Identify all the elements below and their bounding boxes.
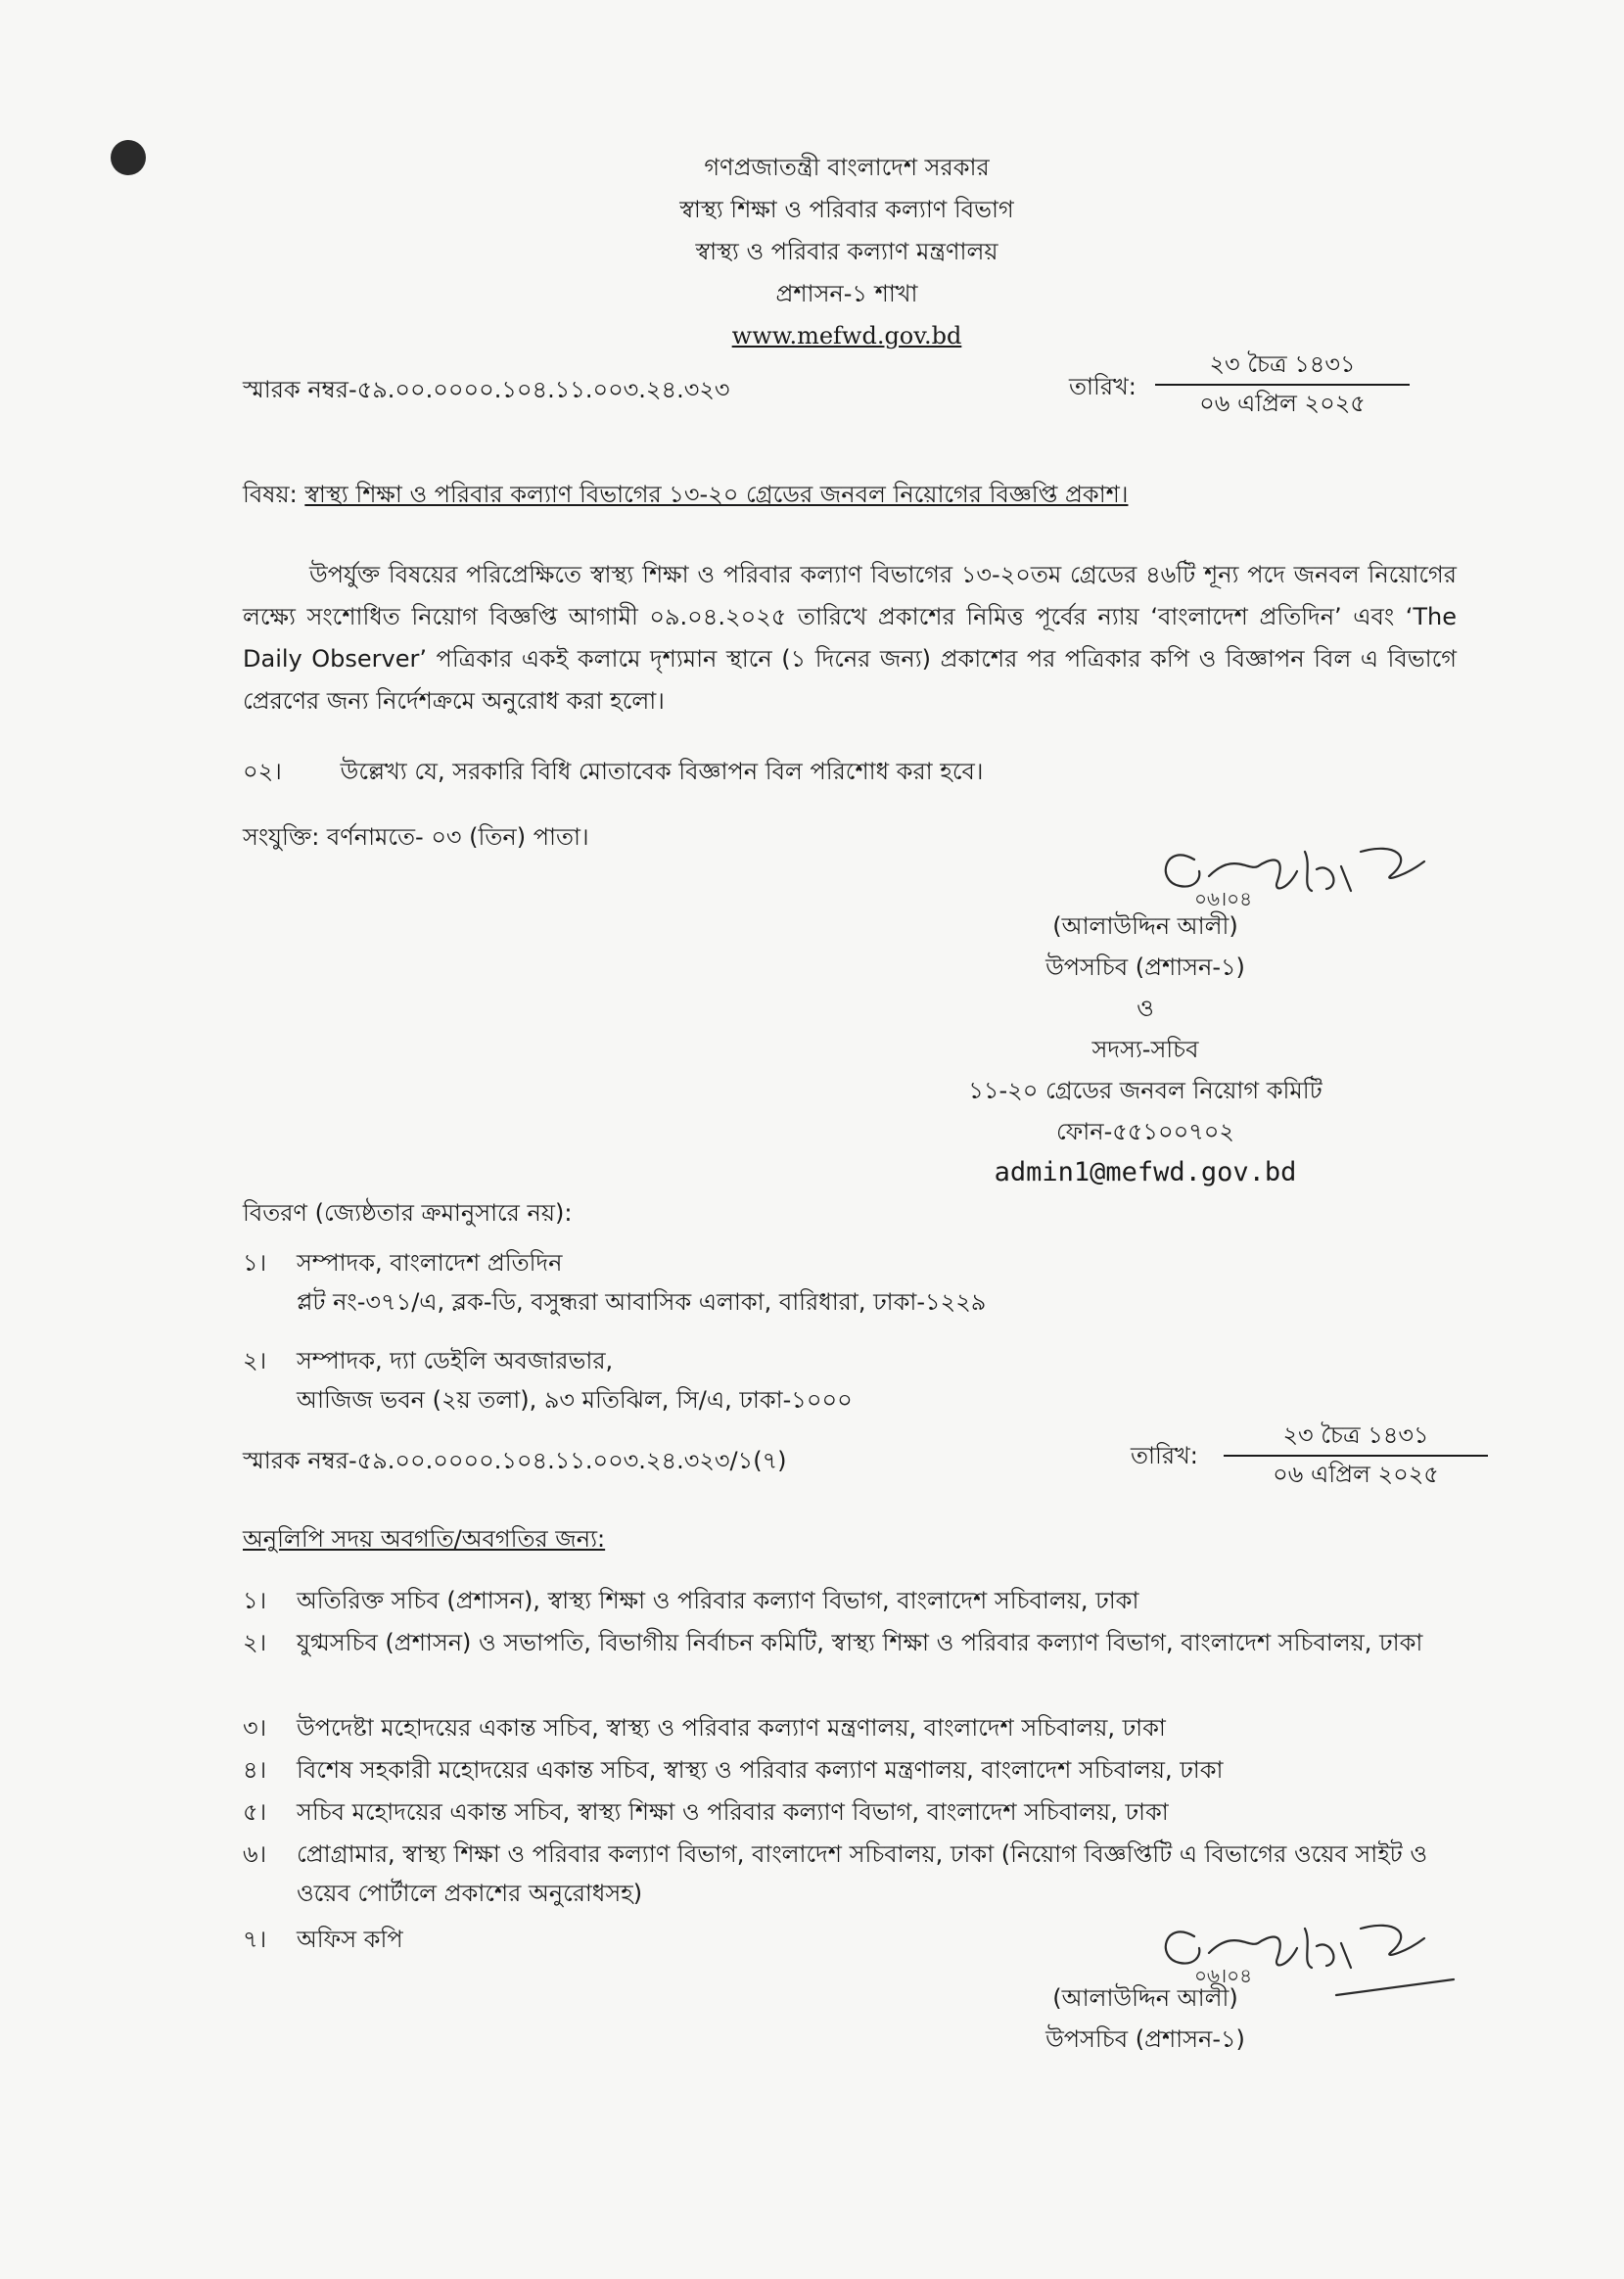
copy-item [243,1623,1466,1662]
subject-line [243,478,1128,511]
date-english: ০৬ এপ্রিল ২০২৫ [1199,390,1366,417]
distribution-item [243,1341,1466,1419]
signatory-name: (আলাউদ্দিন আলী) [1052,912,1238,940]
svg-text:০৬।০৪: ০৬।০৪ [1194,887,1253,910]
item-number: ১। [243,1249,267,1277]
date-bangla-2: ২৩ চৈত্র ১৪৩১ [1224,1418,1488,1457]
item-line2: আজিজ ভবন (২য় তলা), ৯৩ মতিঝিল, সি/এ, ঢাকা-১০০০ [297,1386,853,1414]
item-line1: সম্পাদক, দ্যা ডেইলি অবজারভার, [297,1347,614,1374]
item-number: ৭। [243,1926,267,1953]
subject-label: বিষয়: [243,481,298,508]
signatory-designation-2: উপসচিব (প্রশাসন-১) [1045,2025,1245,2053]
copy-item [243,1708,1466,1747]
signatory-phone: ফোন-৫৫১০০৭০২ [1056,1118,1234,1145]
signatory-committee: ১১-২০ গ্রেডের জনবল নিয়োগ কমিটি [968,1077,1322,1104]
attachment-note: সংযুক্তি: বর্ণনামতে- ০৩ (তিন) পাতা। [243,823,589,851]
item-number: ২। [243,1347,267,1374]
memo-number-2: স্মারক নম্বর-৫৯.০০.০০০০.১০৪.১১.০০৩.২৪.৩২৩/১(৭) [243,1447,787,1474]
signatory-designation: উপসচিব (প্রশাসন-১) [1045,953,1245,981]
memo-date-2 [1224,1418,1488,1492]
item-number: ৬। [243,1840,267,1868]
copy-item [243,1581,1466,1620]
item-text: প্রোগ্রামার, স্বাস্থ্য শিক্ষা ও পরিবার কল্যাণ বিভাগ, বাংলাদেশ সচিবালয়, ঢাকা (নিয়োগ বিজ্ঞপ্তিটি এ বিভাগের ওয়েব সাইট ও ওয়েব পোর্টালে প্রকাশের অনুরোধসহ) [297,1840,1428,1907]
item-line2: প্লট নং-৩৭১/এ, ব্লক-ডি, বসুন্ধরা আবাসিক এলাকা, বারিধারা, ঢাকা-১২২৯ [297,1288,987,1316]
item-text: অতিরিক্ত সচিব (প্রশাসন), স্বাস্থ্য শিক্ষা ও পরিবার কল্যাণ বিভাগ, বাংলাদেশ সচিবালয়, ঢাকা [297,1587,1139,1614]
item-text: উপদেষ্টা মহোদয়ের একান্ত সচিব, স্বাস্থ্য ও পরিবার কল্যাণ মন্ত্রণালয়, বাংলাদেশ সচিবালয়, ঢাকা [297,1714,1166,1742]
memo-number: স্মারক নম্বর-৫৯.০০.০০০০.১০৪.১১.০০৩.২৪.৩২৩ [243,376,730,403]
date-bangla: ২৩ চৈত্র ১৪৩১ [1155,347,1410,386]
item-number: ২। [243,1629,267,1656]
item-text: সচিব মহোদয়ের একান্ত সচিব, স্বাস্থ্য শিক্ষা ও পরিবার কল্যাণ বিভাগ, বাংলাদেশ সচিবালয়, ঢাকা [297,1798,1169,1826]
subject-text: স্বাস্থ্য শিক্ষা ও পরিবার কল্যাণ বিভাগের ১৩-২০ গ্রেডের জনবল নিয়োগের বিজ্ঞপ্তি প্রকাশ। [304,481,1129,508]
signatory-name-2: (আলাউদ্দিন আলী) [1052,1984,1238,2012]
ministry-name: স্বাস্থ্য ও পরিবার কল্যাণ মন্ত্রণালয় [695,238,998,265]
paragraph-2 [243,755,983,788]
website-link[interactable]: www.mefwd.gov.bd [731,322,962,349]
copy-item [243,1835,1466,1913]
copies-title: অনুলিপি সদয় অবগতি/অবগতির জন্য: [243,1525,606,1553]
svg-text:০৬।০৪: ০৬।০৪ [1194,1964,1253,1987]
distribution-item [243,1243,1466,1322]
letterhead [0,147,1624,357]
para-number: ০২। [243,758,282,785]
copy-item [243,1792,1466,1832]
signatory-conj: ও [1137,995,1154,1022]
memo-date [1155,347,1410,421]
date-label-2: তারিখ: [1131,1442,1198,1469]
branch-name: প্রশাসন-১ শাখা [775,280,918,307]
item-line1: সম্পাদক, বাংলাদেশ প্রতিদিন [297,1249,563,1277]
body-text: উপর্যুক্ত বিষয়ের পরিপ্রেক্ষিতে স্বাস্থ্য শিক্ষা ও পরিবার কল্যাণ বিভাগের ১৩-২০তম গ্রেডের ৪৬টি শূন্য পদে জনবল নিয়োগের লক্ষ্যে সংশোধিত নিয়োগ বিজ্ঞপ্তি আগামী ০৯.০৪.২০২৫ তারিখে প্রকাশের নিমিত্ত পূর্বের ন্যায় ‘বাংলাদেশ প্রতিদিন’ এবং ‘The Daily Observer’ পত্রিকার একই কলামে দৃশ্যমান স্থানে (১ দিনের জন্য) প্রকাশের পর পত্রিকার কপি ও বিজ্ঞাপন বিল এ বিভাগে প্রেরণের জন্য নির্দেশক্রমে অনুরোধ করা হলো। [243,561,1457,715]
division-name: স্বাস্থ্য শিক্ষা ও পরিবার কল্যাণ বিভাগ [679,196,1014,223]
copy-item [243,1750,1466,1790]
para-2-text: উল্লেখ্য যে, সরকারি বিধি মোতাবেক বিজ্ঞাপন বিল পরিশোধ করা হবে। [340,758,984,785]
body-paragraph [243,554,1457,722]
item-number: ৩। [243,1714,267,1742]
signatory-role: সদস্য-সচিব [1091,1036,1199,1063]
date-label: তারিখ: [1069,373,1137,400]
distribution-title: বিতরণ (জ্যেষ্ঠতার ক্রমানুসারে নয়): [243,1199,573,1227]
item-text: যুগ্মসচিব (প্রশাসন) ও সভাপতি, বিভাগীয় নির্বাচন কমিটি, স্বাস্থ্য শিক্ষা ও পরিবার কল্যাণ বিভাগ, বাংলাদেশ সচিবালয়, ঢাকা [297,1629,1423,1656]
govt-name: গণপ্রজাতন্ত্রী বাংলাদেশ সরকার [704,154,990,181]
date-english-2: ০৬ এপ্রিল ২০২৫ [1273,1461,1439,1488]
item-number: ৫। [243,1798,267,1826]
signatory-block-2 [940,1977,1351,2060]
signatory-email[interactable]: admin1@mefwd.gov.bd [994,1157,1297,1187]
signatory-block-1 [940,906,1351,1193]
item-number: ৪। [243,1756,267,1784]
item-text: বিশেষ সহকারী মহোদয়ের একান্ত সচিব, স্বাস্থ্য ও পরিবার কল্যাণ মন্ত্রণালয়, বাংলাদেশ সচিবালয়, ঢাকা [297,1756,1224,1784]
item-text: অফিস কপি [297,1926,403,1953]
item-number: ১। [243,1587,267,1614]
